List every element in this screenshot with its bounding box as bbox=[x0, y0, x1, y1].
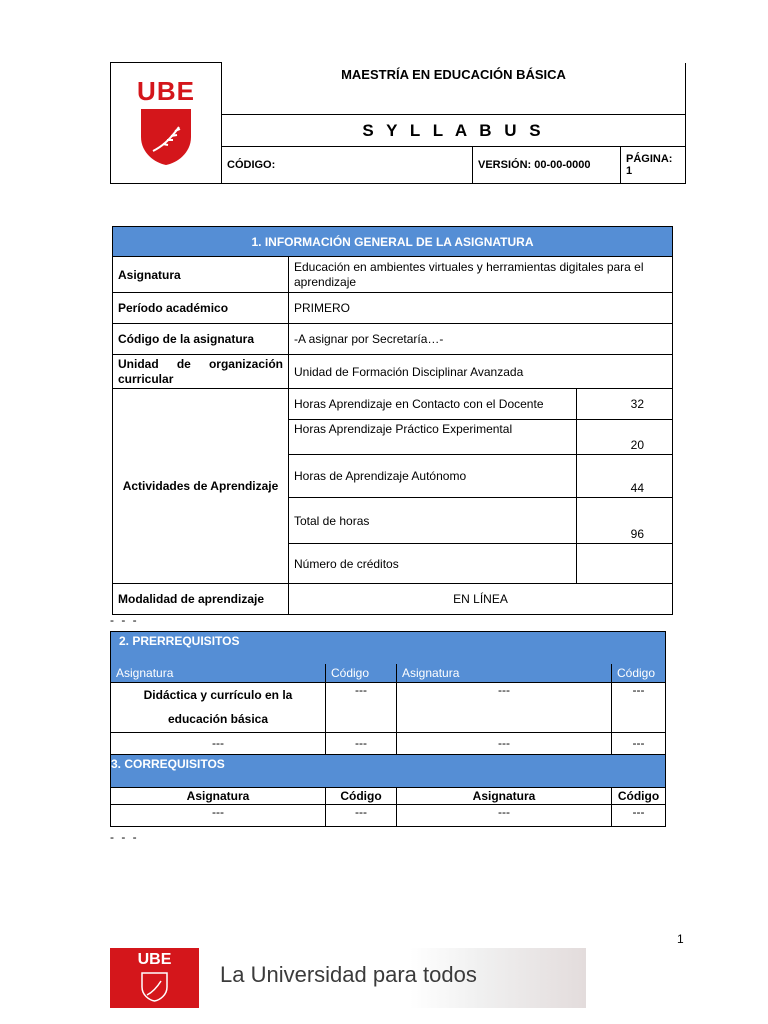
prereq-subject-cell: --- bbox=[397, 682, 612, 732]
section1-title: 1. INFORMACIÓN GENERAL DE LA ASIGNATURA bbox=[113, 227, 673, 257]
prerequisites-section bbox=[110, 631, 666, 827]
coreq-subject-header: Asignatura bbox=[111, 787, 326, 804]
document-header bbox=[110, 62, 686, 183]
activity-hours: 96 bbox=[577, 498, 673, 544]
coreq-code-cell: --- bbox=[326, 804, 397, 826]
activities-label: Actividades de Aprendizaje bbox=[113, 389, 289, 584]
period-value: PRIMERO bbox=[289, 293, 673, 324]
activity-hours: 20 bbox=[577, 420, 673, 455]
coreq-code-header: Código bbox=[612, 787, 666, 804]
prereq-subject-line2: educación básica bbox=[167, 711, 269, 726]
coreq-subject-cell: --- bbox=[397, 804, 612, 826]
prereq-subject-cell: --- bbox=[111, 732, 326, 754]
general-info-section bbox=[112, 226, 673, 615]
activity-name: Número de créditos bbox=[289, 544, 577, 584]
subject-value: Educación en ambientes virtuales y herramientas digitales para el aprendizaje bbox=[289, 257, 673, 293]
modality-value: EN LÍNEA bbox=[289, 584, 673, 615]
page-label: PÁGINA: 1 bbox=[621, 147, 686, 184]
subject-code-label: Código de la asignatura bbox=[113, 324, 289, 355]
prereq-subject-line1: Didáctica y currículo en la bbox=[143, 687, 293, 702]
prereq-code-header: Código bbox=[326, 664, 397, 682]
syllabus-title: S Y L L A B U S bbox=[222, 115, 686, 147]
period-label: Período académico bbox=[113, 293, 289, 324]
footer-logo-text: UBE bbox=[137, 951, 172, 968]
prereq-code-cell: --- bbox=[326, 732, 397, 754]
modality-label: Modalidad de aprendizaje bbox=[113, 584, 289, 615]
shield-icon bbox=[139, 107, 193, 167]
prereq-code-cell: --- bbox=[326, 682, 397, 732]
page-number: 1 bbox=[677, 932, 684, 946]
unit-value: Unidad de Formación Disciplinar Avanzada bbox=[289, 355, 673, 389]
activity-name: Horas Aprendizaje Práctico Experimental bbox=[289, 420, 577, 455]
footer-slogan: La Universidad para todos bbox=[220, 962, 477, 987]
separator-dashes: - - - bbox=[110, 830, 139, 844]
laurel-icon bbox=[110, 969, 199, 1005]
prereq-subject-cell: --- bbox=[397, 732, 612, 754]
activity-hours: 44 bbox=[577, 455, 673, 498]
subject-code-value: -A asignar por Secretaría…- bbox=[289, 324, 673, 355]
prereq-code-header: Código bbox=[612, 664, 666, 682]
footer-logo bbox=[110, 948, 199, 1008]
code-label: CÓDIGO: bbox=[222, 147, 473, 184]
subject-label: Asignatura bbox=[113, 257, 289, 293]
section3-title: 3. CORREQUISITOS bbox=[111, 754, 666, 787]
unit-label: Unidad de organización curricular bbox=[113, 355, 289, 389]
prereq-code-cell: --- bbox=[612, 732, 666, 754]
coreq-subject-header: Asignatura bbox=[397, 787, 612, 804]
prereq-code-cell: --- bbox=[612, 682, 666, 732]
prereq-subject-header: Asignatura bbox=[397, 664, 612, 682]
ube-logo bbox=[111, 63, 222, 184]
activity-name: Horas de Aprendizaje Autónomo bbox=[289, 455, 577, 498]
coreq-subject-cell: --- bbox=[111, 804, 326, 826]
prereq-subject-cell bbox=[111, 682, 326, 732]
coreq-code-header: Código bbox=[326, 787, 397, 804]
activity-name: Total de horas bbox=[289, 498, 577, 544]
activity-hours: 32 bbox=[577, 389, 673, 420]
ube-logo-text: UBE bbox=[137, 76, 195, 106]
footer-banner bbox=[110, 948, 586, 1008]
section2-title: 2. PRERREQUISITOS bbox=[111, 632, 666, 665]
activity-name: Horas Aprendizaje en Contacto con el Docente bbox=[289, 389, 577, 420]
prereq-subject-header: Asignatura bbox=[111, 664, 326, 682]
separator-dashes: - - - bbox=[110, 613, 139, 627]
activity-hours bbox=[577, 544, 673, 584]
program-title: MAESTRÍA EN EDUCACIÓN BÁSICA bbox=[222, 63, 686, 115]
coreq-code-cell: --- bbox=[612, 804, 666, 826]
version-label: VERSIÓN: 00-00-0000 bbox=[473, 147, 621, 184]
